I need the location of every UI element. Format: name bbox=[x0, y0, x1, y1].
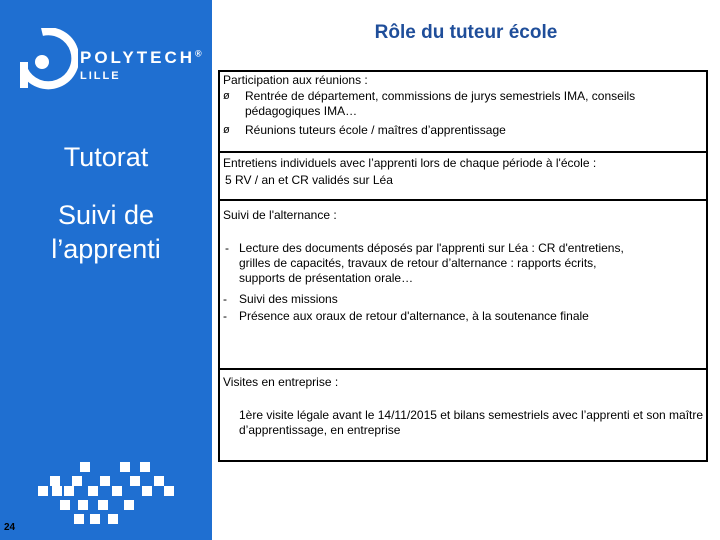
dash-icon: - bbox=[223, 309, 227, 323]
polytech-logo-icon bbox=[18, 28, 78, 98]
list-item bbox=[223, 309, 693, 324]
logo-wordmark: POLYTECH® bbox=[80, 48, 202, 67]
pixel-decoration-icon bbox=[34, 462, 184, 532]
entretiens-line-2: 5 RV / an et CR validés sur Léa bbox=[225, 173, 393, 187]
bullet-icon: ø bbox=[223, 90, 230, 102]
list-item bbox=[223, 89, 693, 119]
reunions-item-1: Rentrée de département, commissions de jurys semestriels IMA, conseils pédagogiques IMA… bbox=[245, 89, 636, 118]
list-item bbox=[223, 292, 693, 307]
dash-icon: - bbox=[223, 292, 227, 306]
alternance-item-1: Lecture des documents déposés par l'apprenti sur Léa : CR d'entretiens, grilles de capacités, travaux de retour d’alternance : rapports écrits, supports de présentation orale… bbox=[239, 241, 624, 285]
bullet-icon: ø bbox=[223, 124, 230, 136]
alternance-heading: Suivi de l'alternance : bbox=[223, 208, 337, 222]
logo-subtitle: LILLE bbox=[80, 70, 121, 82]
visites-heading: Visites en entreprise : bbox=[223, 375, 339, 389]
list-item bbox=[223, 123, 693, 138]
visites-text: 1ère visite légale avant le 14/11/2015 et bilans semestriels avec l’apprenti et son maître d’apprentissage, en entreprise bbox=[239, 408, 704, 437]
alternance-item-2: Suivi des missions bbox=[239, 292, 338, 306]
registered-mark: ® bbox=[195, 48, 202, 59]
slide-title: Rôle du tuteur école bbox=[374, 22, 558, 43]
divider bbox=[220, 368, 706, 370]
reunions-item-2: Réunions tuteurs école / maîtres d’apprentissage bbox=[245, 123, 506, 137]
sidebar-title-suivi: Suivi de l’apprenti bbox=[51, 200, 161, 264]
divider bbox=[220, 151, 706, 153]
page-number: 24 bbox=[4, 522, 16, 533]
alternance-item-3: Présence aux oraux de retour d'alternance, à la soutenance finale bbox=[239, 309, 589, 323]
entretiens-line-1: Entretiens individuels avec l’apprenti lors de chaque période à l'école : bbox=[223, 156, 597, 170]
polytech-logo bbox=[18, 28, 208, 98]
content-table bbox=[218, 70, 708, 462]
divider bbox=[220, 199, 706, 201]
sidebar bbox=[0, 0, 212, 540]
reunions-heading: Participation aux réunions : bbox=[223, 73, 368, 87]
dash-icon: - bbox=[225, 241, 229, 255]
sidebar-title-tutorat: Tutorat bbox=[63, 142, 149, 172]
list-item bbox=[225, 241, 695, 286]
